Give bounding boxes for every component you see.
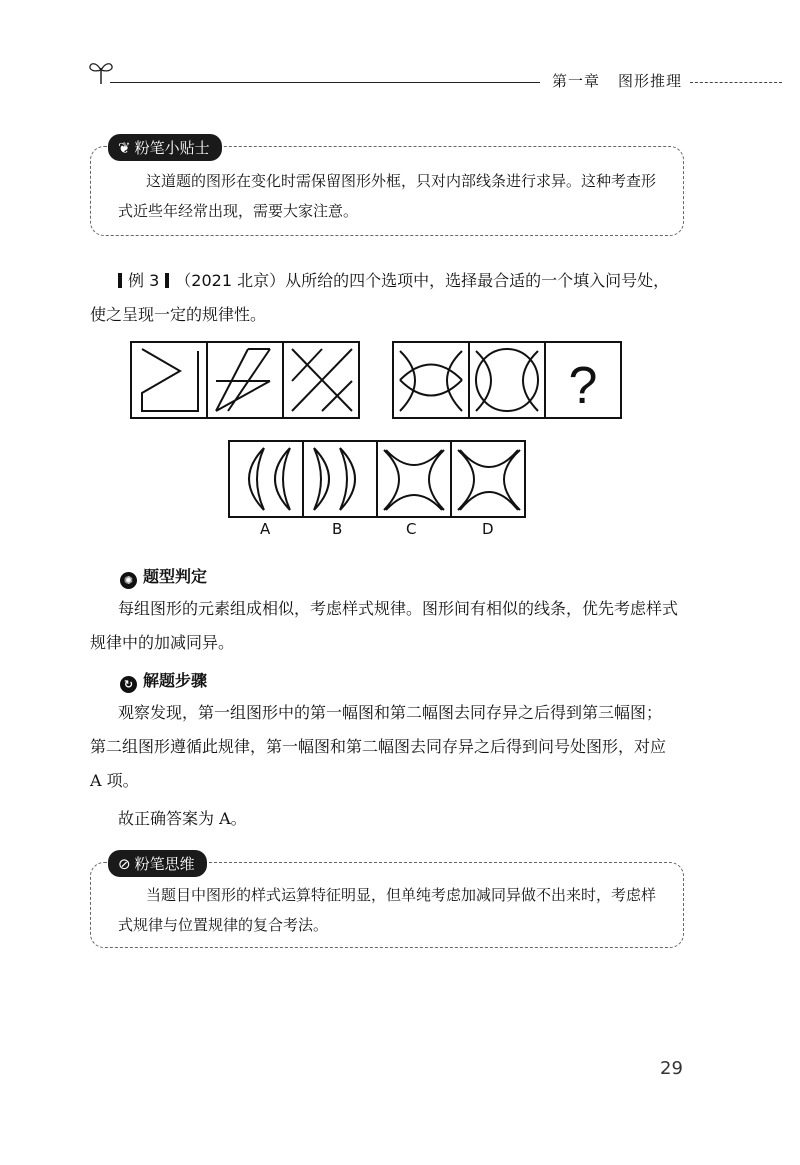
page-header: [552, 70, 700, 91]
tip-tag-label: 粉笔思维: [134, 855, 195, 873]
tip-text: [118, 166, 678, 226]
chapter-title: 图形推理: [618, 72, 683, 90]
tip-line: 这道题的图形在变化时需保留图形外框，只对内部线条进行求异。这种考查形: [146, 172, 657, 190]
option-a-figure: [229, 441, 303, 517]
tip-line: 式规律与位置规律的复合考法。: [118, 916, 329, 934]
body-line: 观察发现，第一组图形中的第一幅图和第二幅图去同存异之后得到第三幅图；: [118, 703, 663, 722]
tip-line: 当题目中图形的样式运算特征明显，但单纯考虑加减同异做不出来时，考虑样: [146, 886, 657, 904]
tip-line: 式近些年经常出现，需要大家注意。: [118, 202, 359, 220]
example-bar: [118, 273, 122, 288]
header-rule-dashed: [690, 82, 782, 83]
question-figure: [130, 341, 622, 419]
body-line: A 项。: [90, 771, 139, 790]
tip-tag-label: 粉笔小贴士: [134, 139, 210, 157]
chapter-label: 第一章: [552, 72, 601, 90]
question-mark: ?: [568, 357, 598, 415]
option-label-d: D: [482, 520, 494, 538]
option-label-b: B: [332, 520, 343, 538]
section-heading-label: 题型判定: [143, 567, 208, 586]
example-prompt: [118, 264, 718, 298]
section-body: [90, 592, 710, 660]
section-heading: [120, 564, 207, 589]
option-b-figure: [303, 441, 377, 517]
header-rule: [110, 82, 540, 83]
body-line: 第二组图形遵循此规律，第一幅图和第二幅图去同存异之后得到问号处图形，对应: [90, 737, 667, 756]
example-line: （2021 北京）从所给的四个选项中，选择最合适的一个填入问号处，: [175, 271, 670, 290]
gear-icon: ✺: [120, 572, 137, 589]
arrow-circle-icon: ↻: [120, 676, 137, 693]
tip-tag: [108, 850, 207, 877]
body-line: 规律中的加减同异。: [90, 633, 235, 652]
options-figure: [228, 440, 528, 518]
sprout-icon: ❦: [118, 139, 131, 157]
tip-text: [118, 880, 678, 940]
page-number: 29: [660, 1058, 683, 1079]
answer-line: 故正确答案为 A。: [118, 809, 247, 828]
example-bar: [165, 273, 169, 288]
prohibit-icon: ⊘: [118, 855, 131, 873]
example-label: 例 3: [128, 271, 160, 290]
section-heading-label: 解题步骤: [143, 671, 208, 690]
option-label-c: C: [406, 520, 417, 538]
tip-tag: [108, 134, 222, 161]
body-line: 每组图形的元素组成相似，考虑样式规律。图形间有相似的线条，优先考虑样式: [118, 599, 679, 618]
section-body: [90, 696, 710, 836]
example-line: 使之呈现一定的规律性。: [90, 305, 267, 324]
section-heading: [120, 668, 207, 693]
option-label-a: A: [260, 520, 271, 538]
